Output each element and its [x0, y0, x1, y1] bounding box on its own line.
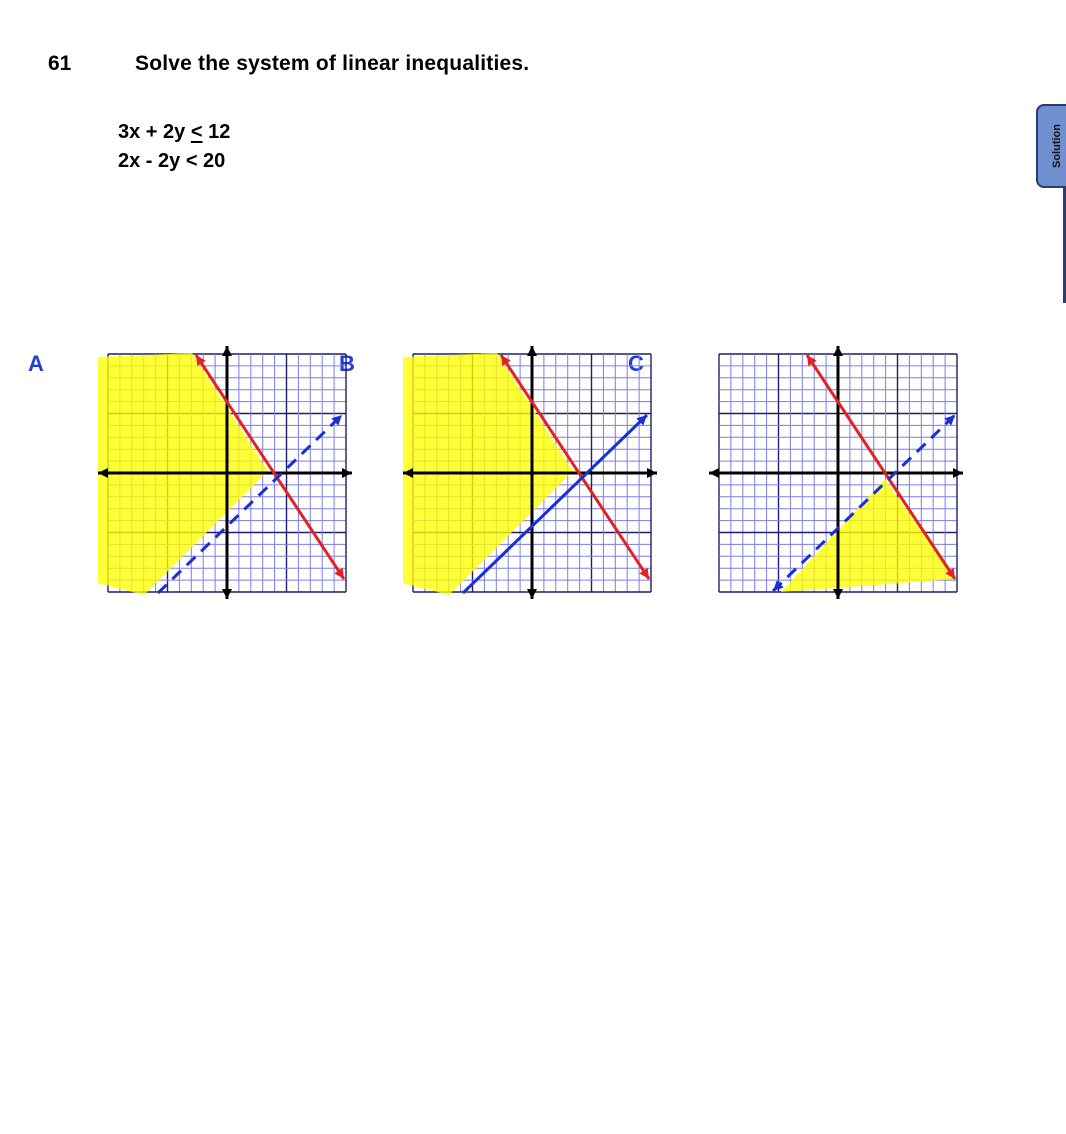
choice-a-label[interactable]: A — [28, 351, 44, 376]
choice-b-graph[interactable] — [401, 345, 661, 600]
choice-b-label[interactable]: B — [339, 351, 355, 376]
y-axis-arrow-down — [222, 589, 232, 599]
choice-c-graph[interactable] — [707, 345, 967, 600]
choice-c-label[interactable]: C — [628, 351, 644, 376]
inequality-1-symbol: < — [190, 121, 203, 143]
x-axis-arrow-right — [953, 468, 963, 478]
x-axis-arrow-left — [709, 468, 719, 478]
y-axis-arrow-up — [222, 346, 232, 356]
y-axis-arrow-down — [527, 589, 537, 599]
inequality-1-left: 3x + 2y — [118, 121, 191, 143]
question-prompt: Solve the system of linear inequalities. — [135, 52, 530, 75]
x-axis-arrow-right — [647, 468, 657, 478]
choice-a-graph[interactable] — [96, 345, 356, 600]
x-axis-arrow-right — [342, 468, 352, 478]
solution-tab-label: Solution — [1051, 124, 1063, 168]
choice-c-plot — [707, 345, 967, 600]
y-axis-arrow-up — [527, 346, 537, 356]
choice-b-plot — [401, 345, 661, 600]
y-axis-arrow-up — [833, 346, 843, 356]
solution-region — [781, 479, 955, 592]
solution-tab[interactable] — [1036, 104, 1066, 188]
choice-a-plot — [96, 345, 356, 600]
question-number: 61 — [48, 52, 72, 75]
y-axis-arrow-down — [833, 589, 843, 599]
inequality-1 — [118, 121, 230, 144]
inequality-2: 2x - 2y < 20 — [118, 150, 226, 172]
inequality-1-right: 12 — [202, 121, 231, 143]
